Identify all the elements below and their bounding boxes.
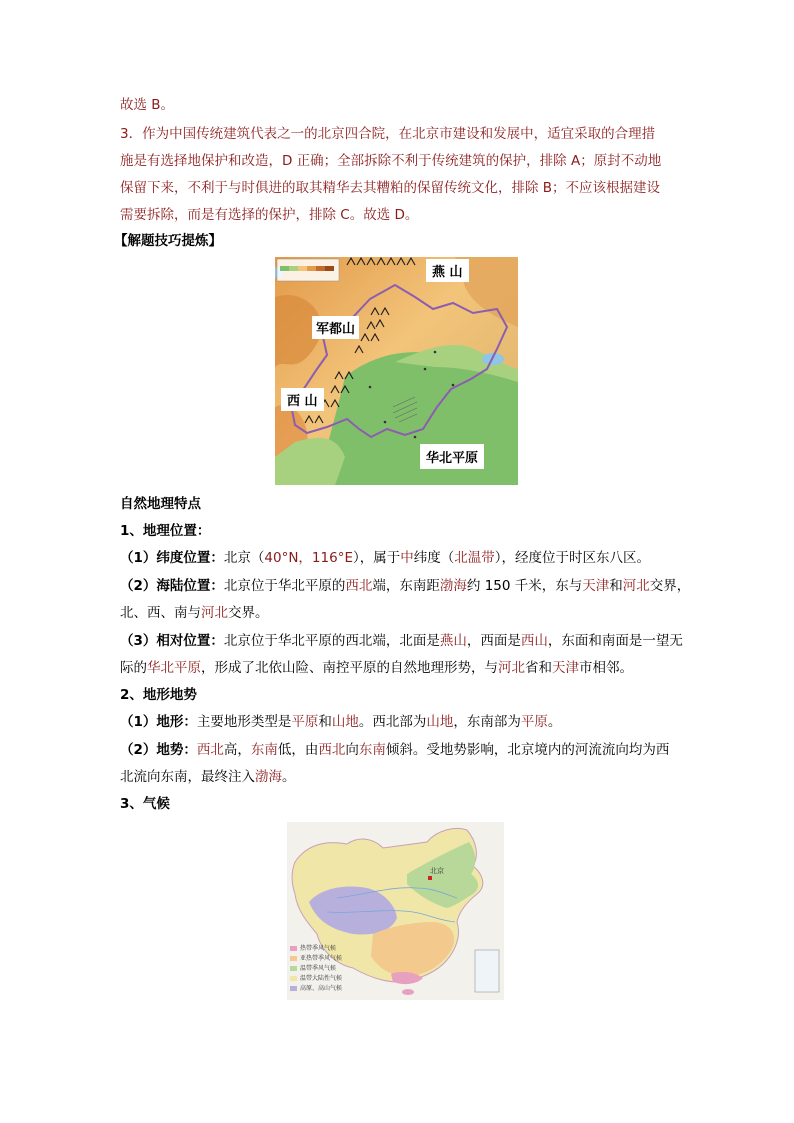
text: 市相邻。: [579, 660, 633, 676]
text: ，东面和南面是一望无: [547, 633, 683, 649]
highlight: 东南: [250, 742, 278, 758]
answer-q3-line-3: 保留下来，不利于与时俱进的取其精华去其糟粕的保留传统文化，排除 B；不应该根据建设: [120, 180, 661, 196]
legend-label: 温带大陆性气候: [300, 975, 343, 982]
text: 约 150 千米，东与: [466, 578, 583, 594]
map-label-jundushan: 军都山: [312, 316, 359, 339]
text: 际的: [120, 660, 147, 676]
text: 和: [609, 578, 623, 594]
para-slope-label: （2）地势：: [120, 742, 197, 758]
text: 端，东南距: [372, 578, 440, 594]
text: ，形成了北依山险、南控平原的自然地理形势，与: [201, 660, 498, 676]
text: 。: [282, 769, 296, 785]
map-label-huabei: 华北平原: [420, 444, 484, 469]
text: ，东南部为: [453, 714, 521, 730]
para-landform-label: （1）地形：: [120, 714, 197, 730]
legend-label: 亚热带季风气候: [300, 955, 343, 962]
para-sea-land-cont: [120, 603, 269, 623]
highlight: 西北: [345, 578, 373, 594]
text: 省和: [525, 660, 552, 676]
highlight: 燕山: [439, 633, 467, 649]
highlight: 平原: [291, 714, 319, 730]
highlight: 西北: [318, 742, 346, 758]
highlight: 渤海: [439, 578, 467, 594]
answer-q3-line-2: 施是有选择地保护和改造，D 正确；全部拆除不利于传统建筑的保护，排除 A；原封不动地: [120, 153, 662, 169]
highlight: 天津: [582, 578, 610, 594]
legend-item: [290, 974, 342, 984]
highlight: 北温带: [454, 550, 495, 566]
text: 。西北部为: [358, 714, 427, 730]
text: 交界。: [228, 605, 269, 621]
text: ，西面是: [466, 633, 521, 649]
highlight: 西北: [196, 742, 224, 758]
tips-heading: 【解题技巧提炼】: [114, 233, 222, 249]
text: 低，由: [277, 742, 319, 758]
text: 北、西、南与: [120, 605, 201, 621]
answer-q3-line-4: 需要拆除，而是有选择的保护，排除 C。故选 D。: [120, 207, 419, 223]
legend-label: 热带季风气候: [300, 945, 337, 952]
highlight: 山地: [331, 714, 359, 730]
highlight: 河北: [201, 605, 228, 621]
legend-item: [290, 984, 342, 994]
para-latitude-label: （1）纬度位置：: [120, 550, 224, 566]
highlight: 华北平原: [147, 660, 201, 676]
answer-line-0: 故选 B。: [120, 97, 175, 113]
text: 纬度（: [413, 550, 455, 566]
para-relative-cont: [120, 658, 633, 678]
section-title: 自然地理特点: [120, 496, 201, 512]
legend-label: 温带季风气候: [300, 965, 337, 972]
climate-legend: [290, 944, 342, 994]
highlight: 东南: [358, 742, 386, 758]
highlight: 西山: [520, 633, 548, 649]
text: 。: [547, 714, 562, 730]
legend-item: [290, 964, 342, 974]
legend-swatch: [290, 966, 297, 971]
highlight: 山地: [426, 714, 454, 730]
map-city-label: 北京: [430, 867, 444, 875]
legend-item: [290, 944, 342, 954]
text: 高，: [223, 742, 251, 758]
highlight: 40°N，116°E: [264, 550, 353, 566]
para-landform: [120, 712, 561, 732]
map-label-yanshan: 燕 山: [426, 259, 469, 282]
highlight: 中: [400, 550, 414, 566]
heading-climate: 3、气候: [120, 796, 170, 812]
para-latitude: [120, 548, 650, 568]
text: 主要地形类型是: [196, 714, 292, 730]
highlight: 渤海: [255, 769, 282, 785]
text: 倾斜。受地势影响，北京境内的河流流向均为西: [385, 742, 670, 758]
heading-location: 1、地理位置：: [120, 523, 211, 539]
text: 北京位于华北平原的西北端，北面是: [223, 633, 440, 649]
para-slope-cont: [120, 767, 296, 787]
answer-q3-line-1: 3．作为中国传统建筑代表之一的北京四合院，在北京市建设和发展中，适宜采取的合理措: [120, 126, 656, 142]
text: 向: [345, 742, 359, 758]
para-slope: [120, 740, 669, 760]
para-relative: [120, 631, 683, 651]
legend-label: 高原、高山气候: [300, 985, 343, 992]
beijing-terrain-map: [275, 257, 518, 485]
legend-swatch: [290, 976, 297, 981]
text: 北京（: [223, 550, 265, 566]
legend-swatch: [290, 986, 297, 991]
heading-terrain: 2、地形地势: [120, 687, 197, 703]
text: 北京位于华北平原的: [223, 578, 346, 594]
para-sea-land-label: （2）海陆位置：: [120, 578, 224, 594]
text: 交界，: [649, 578, 691, 594]
map-label-xishan: 西 山: [281, 388, 324, 411]
highlight: 天津: [552, 660, 579, 676]
para-relative-label: （3）相对位置：: [120, 633, 224, 649]
highlight: 河北: [622, 578, 650, 594]
legend-swatch: [290, 946, 297, 951]
china-climate-map: [287, 822, 504, 1000]
highlight: 河北: [498, 660, 525, 676]
text: ），属于: [352, 550, 401, 566]
text: 北流向东南，最终注入: [120, 769, 255, 785]
legend-swatch: [290, 956, 297, 961]
legend-item: [290, 954, 342, 964]
para-sea-land: [120, 576, 690, 596]
highlight: 平原: [520, 714, 548, 730]
text: 和: [318, 714, 332, 730]
text: ），经度位于时区东八区。: [494, 550, 650, 566]
